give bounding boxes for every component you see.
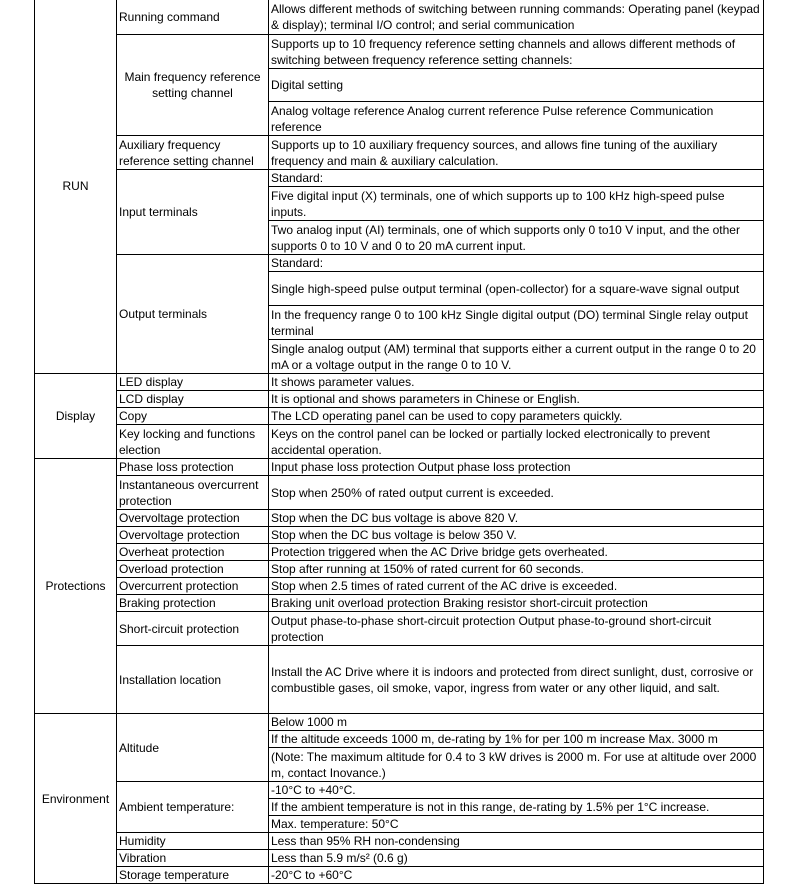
desc-overheat-protection: Protection triggered when the AC Drive bridge gets overheated. bbox=[269, 544, 764, 561]
item-main-frequency-reference: Main frequency reference setting channel bbox=[117, 35, 269, 136]
desc-installation-location: Install the AC Drive where it is indoors and protected from direct sunlight, dust, corrosive or combustible gases, oil smoke, vapor, ingress from water or any other liquid, and salt. bbox=[269, 646, 764, 714]
desc-output-terminals-2: Single high-speed pulse output terminal (open-collector) for a square-wave signal output bbox=[269, 272, 764, 306]
table-row bbox=[35, 867, 764, 884]
desc-key-locking: Keys on the control panel can be locked or partially locked electronically to prevent accidental operation. bbox=[269, 425, 764, 459]
table-row bbox=[35, 544, 764, 561]
item-overcurrent-protection: Overcurrent protection bbox=[117, 578, 269, 595]
table-row bbox=[35, 0, 764, 35]
item-short-circuit-protection: Short-circuit protection bbox=[117, 612, 269, 646]
category-protections: Protections bbox=[35, 459, 117, 714]
desc-undervoltage-protection: Stop when the DC bus voltage is below 350 V. bbox=[269, 527, 764, 544]
item-led-display: LED display bbox=[117, 374, 269, 391]
item-altitude: Altitude bbox=[117, 714, 269, 782]
desc-led-display: It shows parameter values. bbox=[269, 374, 764, 391]
desc-altitude-1: Below 1000 m bbox=[269, 714, 764, 731]
table-row bbox=[35, 476, 764, 510]
table-row bbox=[35, 527, 764, 544]
item-ambient-temperature: Ambient temperature: bbox=[117, 782, 269, 833]
item-running-command: Running command bbox=[117, 0, 269, 35]
table-row bbox=[35, 35, 764, 69]
item-copy: Copy bbox=[117, 408, 269, 425]
desc-output-terminals-1: Standard: bbox=[269, 255, 764, 272]
item-overheat-protection: Overheat protection bbox=[117, 544, 269, 561]
desc-ambient-temperature-3: Max. temperature: 50°C bbox=[269, 816, 764, 833]
table-row bbox=[35, 833, 764, 850]
item-key-locking: Key locking and functions election bbox=[117, 425, 269, 459]
table-row bbox=[35, 425, 764, 442]
desc-braking-protection: Braking unit overload protection Braking resistor short-circuit protection bbox=[269, 595, 764, 612]
table-row bbox=[35, 459, 764, 476]
item-humidity: Humidity bbox=[117, 833, 269, 850]
table-row bbox=[35, 255, 764, 272]
desc-overvoltage-protection: Stop when the DC bus voltage is above 820 V. bbox=[269, 510, 764, 527]
item-storage-temperature: Storage temperature bbox=[117, 867, 269, 884]
table-row bbox=[35, 510, 764, 527]
table-row bbox=[35, 646, 764, 663]
category-display: Display bbox=[35, 374, 117, 459]
item-phase-loss-protection: Phase loss protection bbox=[117, 459, 269, 476]
item-input-terminals: Input terminals bbox=[117, 170, 269, 255]
category-environment: Environment bbox=[35, 714, 117, 884]
desc-ambient-temperature-1: -10°C to +40°C. bbox=[269, 782, 764, 799]
category-run: RUN bbox=[35, 0, 117, 374]
table-row bbox=[35, 391, 764, 408]
table-row bbox=[35, 561, 764, 578]
item-overvoltage-protection: Overvoltage protection bbox=[117, 510, 269, 527]
item-output-terminals: Output terminals bbox=[117, 255, 269, 374]
desc-ambient-temperature-2: If the ambient temperature is not in this range, de-rating by 1.5% per 1°C increase. bbox=[269, 799, 764, 816]
desc-altitude-2: If the altitude exceeds 1000 m, de-rating by 1% for per 100 m increase Max. 3000 m bbox=[269, 731, 764, 748]
desc-storage-temperature: -20°C to +60°C bbox=[269, 867, 764, 884]
desc-output-terminals-4: Single analog output (AM) terminal that supports either a current output in the range 0 to 20 mA or a voltage output in the range 0 to 10 V. bbox=[269, 340, 764, 374]
desc-running-command: Allows different methods of switching between running commands: Operating panel (keypad & display); terminal I/O control; and serial communication bbox=[269, 0, 764, 35]
desc-auxiliary-frequency: Supports up to 10 auxiliary frequency sources, and allows fine tuning of the auxiliary frequency and main & auxiliary calculation. bbox=[269, 136, 764, 170]
table-row bbox=[35, 136, 764, 170]
table-row bbox=[35, 850, 764, 867]
specifications-table bbox=[34, 0, 764, 884]
desc-altitude-3: (Note: The maximum altitude for 0.4 to 3 kW drives is 2000 m. For use at altitude over 2000 m, contact Inovance.) bbox=[269, 748, 764, 782]
item-vibration: Vibration bbox=[117, 850, 269, 867]
desc-copy: The LCD operating panel can be used to copy parameters quickly. bbox=[269, 408, 764, 425]
item-undervoltage-protection: Overvoltage protection bbox=[117, 527, 269, 544]
desc-input-terminals-3: Two analog input (AI) terminals, one of which supports only 0 to10 V input, and the other supports 0 to 10 V and 0 to 20 mA current input. bbox=[269, 221, 764, 255]
desc-lcd-display: It is optional and shows parameters in Chinese or English. bbox=[269, 391, 764, 408]
desc-overcurrent-protection: Stop when 2.5 times of rated current of the AC drive is exceeded. bbox=[269, 578, 764, 595]
desc-input-terminals-1: Standard: bbox=[269, 170, 764, 187]
table-row bbox=[35, 595, 764, 612]
desc-input-terminals-2: Five digital input (X) terminals, one of which supports up to 100 kHz high-speed pulse inputs. bbox=[269, 187, 764, 221]
table-row bbox=[35, 408, 764, 425]
table-row bbox=[35, 374, 764, 391]
item-braking-protection: Braking protection bbox=[117, 595, 269, 612]
table-row bbox=[35, 612, 764, 629]
desc-main-frequency-1: Supports up to 10 frequency reference setting channels and allows different methods of switching between frequency reference setting channels: bbox=[269, 35, 764, 69]
table-row bbox=[35, 170, 764, 187]
desc-phase-loss-protection: Input phase loss protection Output phase loss protection bbox=[269, 459, 764, 476]
table-row bbox=[35, 782, 764, 799]
item-instantaneous-overcurrent: Instantaneous overcurrent protection bbox=[117, 476, 269, 510]
desc-main-frequency-3: Analog voltage reference Analog current reference Pulse reference Communication reference bbox=[269, 102, 764, 136]
desc-output-terminals-3: In the frequency range 0 to 100 kHz Single digital output (DO) terminal Single relay output terminal bbox=[269, 306, 764, 340]
table-row bbox=[35, 714, 764, 731]
item-overload-protection: Overload protection bbox=[117, 561, 269, 578]
desc-short-circuit-protection: Output phase-to-phase short-circuit protection Output phase-to-ground short-circuit protection bbox=[269, 612, 764, 646]
desc-instantaneous-overcurrent: Stop when 250% of rated output current is exceeded. bbox=[269, 476, 764, 510]
desc-main-frequency-2: Digital setting bbox=[269, 69, 764, 102]
desc-overload-protection: Stop after running at 150% of rated current for 60 seconds. bbox=[269, 561, 764, 578]
table-row bbox=[35, 578, 764, 595]
item-lcd-display: LCD display bbox=[117, 391, 269, 408]
item-installation-location: Installation location bbox=[117, 646, 269, 714]
desc-vibration: Less than 5.9 m/s² (0.6 g) bbox=[269, 850, 764, 867]
item-auxiliary-frequency-reference: Auxiliary frequency reference setting channel bbox=[117, 136, 269, 170]
desc-humidity: Less than 95% RH non-condensing bbox=[269, 833, 764, 850]
